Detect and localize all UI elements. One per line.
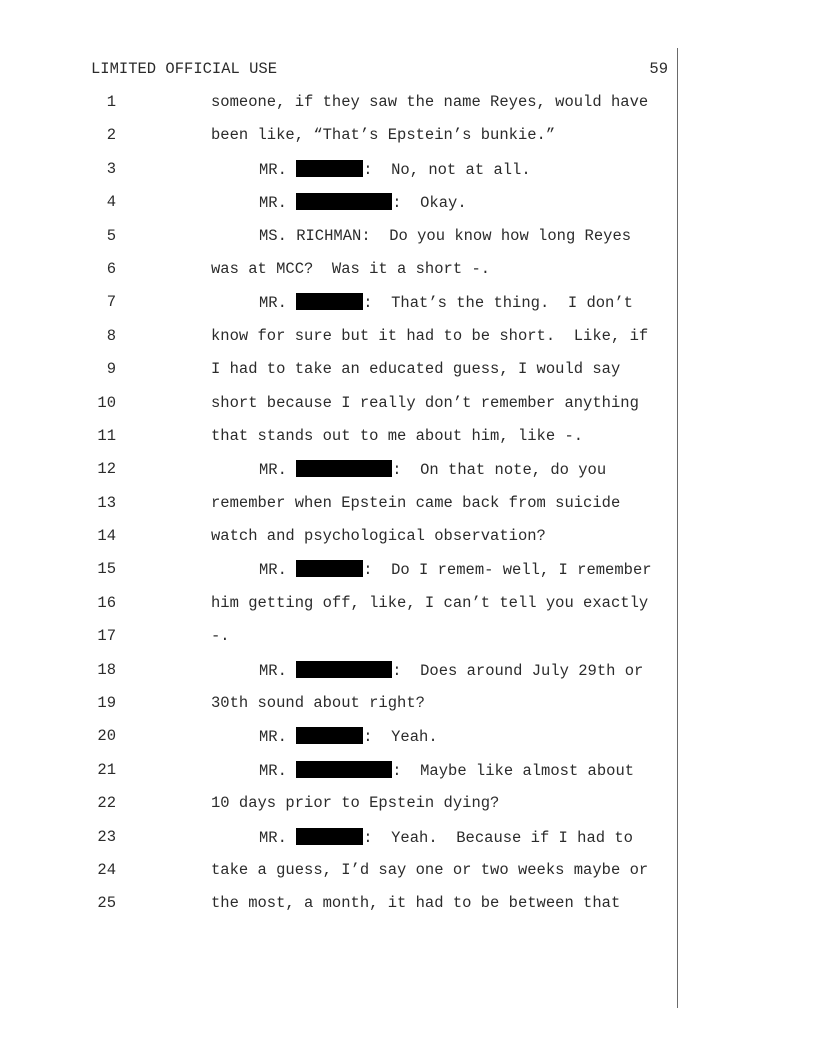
transcript-line xyxy=(0,160,816,193)
line-number: 18 xyxy=(97,660,116,679)
line-number: 4 xyxy=(106,193,116,212)
line-number: 1 xyxy=(106,93,116,111)
redaction-block xyxy=(296,193,392,210)
line-number: 14 xyxy=(97,527,116,546)
transcript-line xyxy=(0,560,816,593)
text-segment: MR. xyxy=(259,194,297,213)
line-number: 2 xyxy=(106,126,116,145)
transcript-line xyxy=(0,460,816,493)
line-text xyxy=(259,560,652,579)
line-number: 25 xyxy=(97,894,116,913)
transcript-line xyxy=(0,727,816,760)
line-text xyxy=(211,394,639,412)
line-number: 24 xyxy=(97,860,116,879)
line-text xyxy=(211,494,620,512)
text-segment: 30th sound about right? xyxy=(211,694,425,713)
transcript-line xyxy=(0,594,816,627)
text-segment: : Does around July 29th or xyxy=(392,661,644,680)
line-number: 19 xyxy=(97,694,116,713)
text-segment: take a guess, I’d say one or two weeks maybe or xyxy=(211,860,649,879)
line-text xyxy=(259,293,633,312)
redaction-block xyxy=(296,560,363,577)
line-number: 12 xyxy=(97,460,116,479)
transcript-line xyxy=(0,93,816,126)
line-number: 8 xyxy=(106,326,116,345)
transcript-line xyxy=(0,694,816,727)
line-text xyxy=(259,828,633,847)
text-segment: MR. xyxy=(259,761,297,780)
transcript-line xyxy=(0,627,816,660)
transcript-line xyxy=(0,527,816,560)
line-number: 17 xyxy=(97,627,116,646)
transcript-line xyxy=(0,761,816,794)
text-segment: : No, not at all. xyxy=(363,160,531,179)
redaction-block xyxy=(296,761,392,778)
text-segment: : That’s the thing. I don’t xyxy=(363,294,633,313)
line-number: 23 xyxy=(97,827,116,846)
text-segment: 10 days prior to Epstein dying? xyxy=(211,794,500,813)
text-segment: : Yeah. Because if I had to xyxy=(363,828,633,847)
text-segment: been like, “That’s Epstein’s bunkie.” xyxy=(211,126,556,145)
text-segment: MR. xyxy=(259,160,297,179)
line-text xyxy=(259,727,438,746)
text-segment: : Do I remem- well, I remember xyxy=(363,561,652,580)
text-segment: him getting off, like, I can’t tell you exactly xyxy=(211,593,649,612)
line-text xyxy=(259,193,467,212)
line-number: 11 xyxy=(97,426,116,445)
redaction-block xyxy=(296,460,392,477)
text-segment: know for sure but it had to be short. Like, if xyxy=(211,326,649,345)
line-text xyxy=(211,627,230,645)
line-text xyxy=(211,360,620,378)
transcript-line xyxy=(0,360,816,393)
line-text xyxy=(259,160,531,179)
page-number: 59 xyxy=(649,60,668,78)
line-text xyxy=(259,460,606,479)
line-text xyxy=(211,93,648,111)
text-segment: MR. xyxy=(259,661,297,680)
text-segment: : On that note, do you xyxy=(392,461,607,480)
text-segment: MR. xyxy=(259,728,297,747)
transcript-lines xyxy=(0,93,816,928)
text-segment: was at MCC? Was it a short -. xyxy=(211,259,491,278)
line-text xyxy=(211,794,499,812)
text-segment: short because I really don’t remember anything xyxy=(211,393,639,412)
line-number: 21 xyxy=(97,760,116,779)
redaction-block xyxy=(296,661,392,678)
transcript-line xyxy=(0,260,816,293)
line-text xyxy=(211,327,648,345)
line-text xyxy=(211,861,648,879)
line-number: 22 xyxy=(97,794,116,813)
transcript-line xyxy=(0,394,816,427)
line-number: 16 xyxy=(97,593,116,612)
classification-marking: LIMITED OFFICIAL USE xyxy=(91,60,278,78)
text-segment: MS. RICHMAN: Do you know how long Reyes xyxy=(259,226,632,245)
text-segment: MR. xyxy=(259,461,297,480)
text-segment: I had to take an educated guess, I would say xyxy=(211,360,621,379)
line-text xyxy=(259,661,643,680)
transcript-line xyxy=(0,227,816,260)
text-segment: MR. xyxy=(259,294,297,313)
line-text xyxy=(211,527,546,545)
line-number: 9 xyxy=(106,360,116,379)
transcript-line xyxy=(0,293,816,326)
transcript-line xyxy=(0,427,816,460)
transcript-line xyxy=(0,126,816,159)
line-text xyxy=(211,260,490,278)
line-text xyxy=(259,227,631,245)
text-segment: watch and psychological observation? xyxy=(211,527,546,546)
redaction-block xyxy=(296,160,363,177)
transcript-line xyxy=(0,894,816,927)
text-segment: the most, a month, it had to be between that xyxy=(211,894,621,913)
text-segment: : Okay. xyxy=(392,194,467,213)
transcript-line xyxy=(0,193,816,226)
line-number: 6 xyxy=(106,259,116,278)
transcript-line xyxy=(0,861,816,894)
line-text xyxy=(211,694,425,712)
line-text xyxy=(211,894,620,912)
line-text xyxy=(211,126,555,144)
line-number: 15 xyxy=(97,560,116,579)
line-number: 5 xyxy=(106,226,116,245)
text-segment: remember when Epstein came back from suicide xyxy=(211,493,621,512)
text-segment: that stands out to me about him, like -. xyxy=(211,426,584,445)
line-number: 10 xyxy=(97,393,116,412)
line-number: 20 xyxy=(97,727,116,746)
transcript-line xyxy=(0,327,816,360)
text-segment: -. xyxy=(211,627,230,646)
transcript-line xyxy=(0,494,816,527)
line-number: 13 xyxy=(97,493,116,512)
text-segment: MR. xyxy=(259,561,297,580)
line-text xyxy=(259,761,634,780)
line-number: 3 xyxy=(106,159,116,178)
text-segment: MR. xyxy=(259,828,297,847)
redaction-block xyxy=(296,727,363,744)
transcript-line xyxy=(0,828,816,861)
redaction-block xyxy=(296,293,363,310)
text-segment: : Yeah. xyxy=(363,728,438,747)
text-segment: : Maybe like almost about xyxy=(392,761,635,780)
transcript-line xyxy=(0,661,816,694)
text-segment: someone, if they saw the name Reyes, would have xyxy=(211,93,649,111)
redaction-block xyxy=(296,828,363,845)
line-text xyxy=(211,594,648,612)
line-number: 7 xyxy=(106,293,116,312)
transcript-line xyxy=(0,794,816,827)
line-text xyxy=(211,427,583,445)
